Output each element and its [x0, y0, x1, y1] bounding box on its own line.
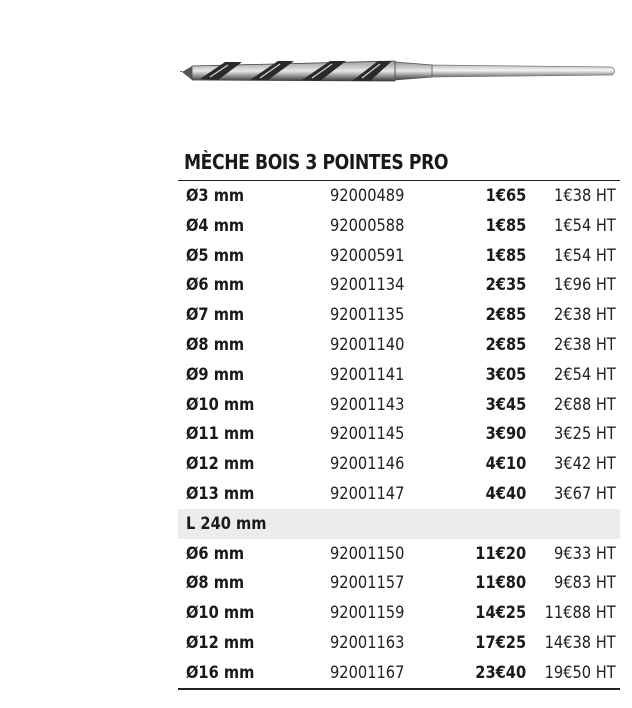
price-ttc-cell: 4€40 [485, 483, 526, 504]
drill-bit-image [180, 52, 620, 100]
price-ttc-cell: 1€85 [485, 245, 526, 266]
table-row [178, 449, 620, 479]
price-ht-cell: 1€54 HT [554, 245, 616, 266]
reference-cell: 92001135 [330, 305, 405, 326]
price-ttc-cell: 2€85 [485, 305, 526, 326]
price-ttc-cell: 2€85 [485, 334, 526, 355]
reference-cell: 92001163 [330, 632, 405, 653]
reference-cell: 92001157 [330, 573, 405, 594]
reference-cell: 92000489 [330, 186, 405, 206]
price-ttc-cell: 11€80 [475, 573, 526, 594]
diameter-cell: Ø10 mm [186, 394, 255, 415]
price-ht-cell: 1€96 HT [554, 275, 616, 296]
price-ht-cell: 11€88 HT [544, 603, 616, 624]
price-ht-cell: 2€38 HT [554, 305, 616, 326]
table-row [178, 419, 620, 449]
table-row [178, 658, 620, 688]
price-ht-cell: 9€83 HT [554, 573, 616, 594]
reference-cell: 92001145 [330, 424, 405, 445]
table-row [178, 211, 620, 241]
table-row [178, 300, 620, 330]
price-ht-cell: 1€38 HT [554, 186, 616, 206]
diameter-cell: Ø7 mm [186, 305, 245, 326]
table-row [178, 360, 620, 390]
price-ht-cell: 3€42 HT [554, 454, 616, 475]
diameter-cell: Ø11 mm [186, 424, 255, 445]
diameter-cell: Ø6 mm [186, 543, 245, 564]
reference-cell: 92001150 [330, 543, 405, 564]
price-ttc-cell: 4€10 [485, 454, 526, 475]
price-ht-cell: 19€50 HT [544, 662, 616, 683]
reference-cell: 92001141 [330, 364, 405, 385]
reference-cell: 92001167 [330, 662, 405, 683]
diameter-cell: Ø5 mm [186, 245, 245, 266]
diameter-cell: Ø13 mm [186, 483, 255, 504]
price-ht-cell: 9€33 HT [554, 543, 616, 564]
table-row [178, 390, 620, 420]
product-title: MÈCHE BOIS 3 POINTES PRO [184, 150, 449, 174]
price-ttc-cell: 17€25 [475, 632, 526, 653]
price-ttc-cell: 11€20 [475, 543, 526, 564]
price-ttc-cell: 1€85 [485, 215, 526, 236]
reference-cell: 92001143 [330, 394, 405, 415]
table-row [178, 241, 620, 271]
reference-cell: 92001134 [330, 275, 405, 296]
price-ht-cell: 3€25 HT [554, 424, 616, 445]
table-row [178, 181, 620, 211]
price-ttc-cell: 23€40 [475, 662, 526, 683]
price-ht-cell: 2€54 HT [554, 364, 616, 385]
diameter-cell: Ø3 mm [186, 186, 245, 206]
diameter-cell: Ø8 mm [186, 334, 245, 355]
price-ttc-cell: 3€05 [485, 364, 526, 385]
diameter-cell: Ø8 mm [186, 573, 245, 594]
reference-cell: 92000588 [330, 215, 405, 236]
table-row [178, 330, 620, 360]
price-ttc-cell: 1€65 [485, 186, 526, 206]
price-ht-cell: 14€38 HT [544, 632, 616, 653]
price-ht-cell: 3€67 HT [554, 483, 616, 504]
table-row [178, 628, 620, 658]
diameter-cell: Ø9 mm [186, 364, 245, 385]
reference-cell: 92001159 [330, 603, 405, 624]
table-row [178, 598, 620, 628]
price-ht-cell: 2€38 HT [554, 334, 616, 355]
price-ht-cell: 1€54 HT [554, 215, 616, 236]
price-ttc-cell: 14€25 [475, 603, 526, 624]
diameter-cell: Ø10 mm [186, 603, 255, 624]
section-header-row [178, 509, 620, 539]
diameter-cell: Ø12 mm [186, 454, 255, 475]
price-ttc-cell: 3€45 [485, 394, 526, 415]
diameter-cell: Ø12 mm [186, 632, 255, 653]
table-row [178, 539, 620, 569]
table-row [178, 568, 620, 598]
reference-cell: 92001146 [330, 454, 405, 475]
table-row [178, 479, 620, 509]
price-table [178, 180, 620, 690]
section-label: L 240 mm [186, 513, 267, 534]
diameter-cell: Ø4 mm [186, 215, 245, 236]
price-ttc-cell: 2€35 [485, 275, 526, 296]
price-ht-cell: 2€88 HT [554, 394, 616, 415]
diameter-cell: Ø6 mm [186, 275, 245, 296]
price-ttc-cell: 3€90 [485, 424, 526, 445]
table-row [178, 270, 620, 300]
reference-cell: 92000591 [330, 245, 405, 266]
diameter-cell: Ø16 mm [186, 662, 255, 683]
reference-cell: 92001147 [330, 483, 405, 504]
reference-cell: 92001140 [330, 334, 405, 355]
